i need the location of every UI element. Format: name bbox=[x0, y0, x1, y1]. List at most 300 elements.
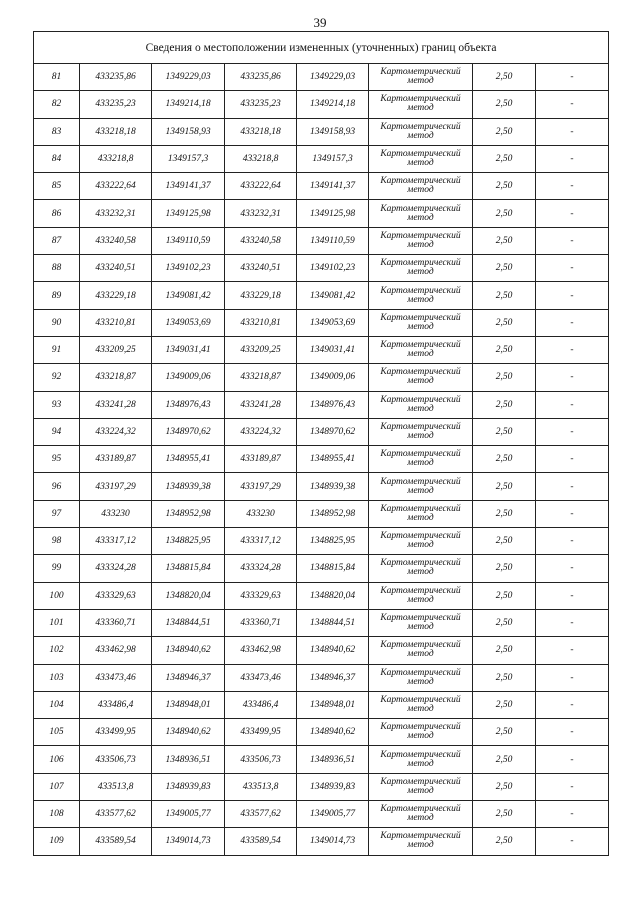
existing-y-cell: 1349031,41 bbox=[152, 336, 225, 363]
existing-y-cell: 1348948,01 bbox=[152, 691, 225, 718]
method-line2: метод bbox=[407, 349, 434, 360]
precision-cell: 2,50 bbox=[473, 637, 536, 664]
refined-x-cell: 433324,28 bbox=[225, 555, 297, 582]
existing-x-cell: 433230 bbox=[80, 500, 152, 527]
refined-y-cell: 1349014,73 bbox=[297, 828, 369, 855]
table-row bbox=[34, 473, 609, 500]
refined-y-cell: 1349102,23 bbox=[297, 255, 369, 282]
table-row bbox=[34, 91, 609, 118]
table-row bbox=[34, 528, 609, 555]
description-cell: - bbox=[536, 118, 609, 145]
existing-x-cell: 433235,23 bbox=[80, 91, 152, 118]
table-title-row bbox=[34, 32, 609, 64]
description-cell: - bbox=[536, 528, 609, 555]
table-row bbox=[34, 364, 609, 391]
refined-x-cell: 433197,29 bbox=[225, 473, 297, 500]
precision-cell: 2,50 bbox=[473, 282, 536, 309]
refined-x-cell: 433209,25 bbox=[225, 336, 297, 363]
method-line1: Картометрический bbox=[380, 640, 461, 651]
existing-x-cell: 433506,73 bbox=[80, 746, 152, 773]
method-line1: Картометрический bbox=[380, 121, 461, 132]
description-cell: - bbox=[536, 364, 609, 391]
precision-cell: 2,50 bbox=[473, 64, 536, 91]
table-row bbox=[34, 773, 609, 800]
table-row bbox=[34, 446, 609, 473]
description-cell: - bbox=[536, 801, 609, 828]
table-row bbox=[34, 336, 609, 363]
existing-y-cell: 1348976,43 bbox=[152, 391, 225, 418]
refined-y-cell: 1349009,06 bbox=[297, 364, 369, 391]
point-number-cell: 89 bbox=[34, 282, 80, 309]
refined-x-cell: 433360,71 bbox=[225, 609, 297, 636]
precision-cell: 2,50 bbox=[473, 473, 536, 500]
precision-cell: 2,50 bbox=[473, 691, 536, 718]
existing-y-cell: 1349014,73 bbox=[152, 828, 225, 855]
existing-y-cell: 1348939,83 bbox=[152, 773, 225, 800]
method-cell bbox=[369, 637, 473, 664]
description-cell: - bbox=[536, 473, 609, 500]
method-line2: метод bbox=[407, 158, 434, 169]
table-row bbox=[34, 200, 609, 227]
refined-x-cell: 433230 bbox=[225, 500, 297, 527]
method-cell bbox=[369, 227, 473, 254]
method-cell bbox=[369, 719, 473, 746]
precision-cell: 2,50 bbox=[473, 555, 536, 582]
refined-x-cell: 433232,31 bbox=[225, 200, 297, 227]
point-number-cell: 88 bbox=[34, 255, 80, 282]
refined-y-cell: 1349158,93 bbox=[297, 118, 369, 145]
point-number-cell: 100 bbox=[34, 582, 80, 609]
method-line2: метод bbox=[407, 785, 434, 796]
refined-x-cell: 433329,63 bbox=[225, 582, 297, 609]
existing-x-cell: 433240,58 bbox=[80, 227, 152, 254]
refined-y-cell: 1348948,01 bbox=[297, 691, 369, 718]
refined-y-cell: 1349141,37 bbox=[297, 173, 369, 200]
table-row bbox=[34, 282, 609, 309]
description-cell: - bbox=[536, 746, 609, 773]
refined-y-cell: 1349005,77 bbox=[297, 801, 369, 828]
refined-x-cell: 433240,58 bbox=[225, 227, 297, 254]
refined-y-cell: 1349157,3 bbox=[297, 145, 369, 172]
point-number-cell: 93 bbox=[34, 391, 80, 418]
existing-x-cell: 433499,95 bbox=[80, 719, 152, 746]
table-row bbox=[34, 637, 609, 664]
point-number-cell: 104 bbox=[34, 691, 80, 718]
existing-y-cell: 1349214,18 bbox=[152, 91, 225, 118]
method-line2: метод bbox=[407, 76, 434, 87]
refined-y-cell: 1348939,38 bbox=[297, 473, 369, 500]
point-number-cell: 96 bbox=[34, 473, 80, 500]
existing-x-cell: 433232,31 bbox=[80, 200, 152, 227]
table-row bbox=[34, 828, 609, 855]
point-number-cell: 91 bbox=[34, 336, 80, 363]
method-line2: метод bbox=[407, 403, 434, 414]
table-row bbox=[34, 746, 609, 773]
refined-y-cell: 1349031,41 bbox=[297, 336, 369, 363]
existing-y-cell: 1348940,62 bbox=[152, 719, 225, 746]
method-line2: метод bbox=[407, 376, 434, 387]
point-number-cell: 108 bbox=[34, 801, 80, 828]
description-cell: - bbox=[536, 691, 609, 718]
refined-x-cell: 433589,54 bbox=[225, 828, 297, 855]
method-cell bbox=[369, 173, 473, 200]
table-row bbox=[34, 500, 609, 527]
method-line2: метод bbox=[407, 458, 434, 469]
method-line2: метод bbox=[407, 758, 434, 769]
method-line1: Картометрический bbox=[380, 585, 461, 596]
description-cell: - bbox=[536, 828, 609, 855]
description-cell: - bbox=[536, 773, 609, 800]
method-line2: метод bbox=[407, 103, 434, 114]
method-cell bbox=[369, 828, 473, 855]
method-line1: Картометрический bbox=[380, 94, 461, 105]
existing-x-cell: 433197,29 bbox=[80, 473, 152, 500]
method-cell bbox=[369, 746, 473, 773]
point-number-cell: 95 bbox=[34, 446, 80, 473]
method-line1: Картометрический bbox=[380, 749, 461, 760]
refined-x-cell: 433210,81 bbox=[225, 309, 297, 336]
table-row bbox=[34, 309, 609, 336]
existing-x-cell: 433473,46 bbox=[80, 664, 152, 691]
precision-cell: 2,50 bbox=[473, 719, 536, 746]
refined-x-cell: 433577,62 bbox=[225, 801, 297, 828]
method-line1: Картометрический bbox=[380, 230, 461, 241]
precision-cell: 2,50 bbox=[473, 664, 536, 691]
method-cell bbox=[369, 64, 473, 91]
precision-cell: 2,50 bbox=[473, 746, 536, 773]
description-cell: - bbox=[536, 609, 609, 636]
existing-y-cell: 1349110,59 bbox=[152, 227, 225, 254]
existing-x-cell: 433222,64 bbox=[80, 173, 152, 200]
description-cell: - bbox=[536, 418, 609, 445]
existing-y-cell: 1349081,42 bbox=[152, 282, 225, 309]
table-row bbox=[34, 582, 609, 609]
refined-y-cell: 1349110,59 bbox=[297, 227, 369, 254]
refined-x-cell: 433499,95 bbox=[225, 719, 297, 746]
refined-y-cell: 1348844,51 bbox=[297, 609, 369, 636]
refined-x-cell: 433317,12 bbox=[225, 528, 297, 555]
refined-y-cell: 1348955,41 bbox=[297, 446, 369, 473]
method-cell bbox=[369, 664, 473, 691]
method-cell bbox=[369, 691, 473, 718]
precision-cell: 2,50 bbox=[473, 773, 536, 800]
point-number-cell: 83 bbox=[34, 118, 80, 145]
method-line2: метод bbox=[407, 239, 434, 250]
refined-y-cell: 1348976,43 bbox=[297, 391, 369, 418]
refined-x-cell: 433218,87 bbox=[225, 364, 297, 391]
description-cell: - bbox=[536, 637, 609, 664]
refined-x-cell: 433235,23 bbox=[225, 91, 297, 118]
refined-y-cell: 1348970,62 bbox=[297, 418, 369, 445]
method-cell bbox=[369, 773, 473, 800]
refined-x-cell: 433240,51 bbox=[225, 255, 297, 282]
method-line1: Картометрический bbox=[380, 422, 461, 432]
point-number-cell: 90 bbox=[34, 309, 80, 336]
point-number-cell: 105 bbox=[34, 719, 80, 746]
point-number-cell: 84 bbox=[34, 145, 80, 172]
table-row bbox=[34, 118, 609, 145]
description-cell: - bbox=[536, 664, 609, 691]
existing-y-cell: 1348820,04 bbox=[152, 582, 225, 609]
existing-x-cell: 433317,12 bbox=[80, 528, 152, 555]
precision-cell: 2,50 bbox=[473, 336, 536, 363]
method-cell bbox=[369, 555, 473, 582]
precision-cell: 2,50 bbox=[473, 364, 536, 391]
existing-y-cell: 1349141,37 bbox=[152, 173, 225, 200]
precision-cell: 2,50 bbox=[473, 418, 536, 445]
table-title: Сведения о местоположении измененных (уточненных) границ объекта bbox=[34, 32, 609, 64]
precision-cell: 2,50 bbox=[473, 801, 536, 828]
description-cell: - bbox=[536, 555, 609, 582]
refined-y-cell: 1348952,98 bbox=[297, 500, 369, 527]
table-row bbox=[34, 801, 609, 828]
point-number-cell: 101 bbox=[34, 609, 80, 636]
method-line1: Картометрический bbox=[380, 67, 461, 78]
point-number-cell: 94 bbox=[34, 418, 80, 445]
method-cell bbox=[369, 118, 473, 145]
point-number-cell: 86 bbox=[34, 200, 80, 227]
existing-x-cell: 433189,87 bbox=[80, 446, 152, 473]
refined-x-cell: 433189,87 bbox=[225, 446, 297, 473]
existing-x-cell: 433218,87 bbox=[80, 364, 152, 391]
method-line1: Картометрический bbox=[380, 531, 461, 542]
refined-y-cell: 1349053,69 bbox=[297, 309, 369, 336]
method-line2: метод bbox=[407, 594, 434, 605]
refined-y-cell: 1348940,62 bbox=[297, 719, 369, 746]
existing-y-cell: 1349005,77 bbox=[152, 801, 225, 828]
refined-x-cell: 433486,4 bbox=[225, 691, 297, 718]
existing-y-cell: 1349229,03 bbox=[152, 64, 225, 91]
method-cell bbox=[369, 364, 473, 391]
point-number-cell: 82 bbox=[34, 91, 80, 118]
refined-y-cell: 1349229,03 bbox=[297, 64, 369, 91]
precision-cell: 2,50 bbox=[473, 500, 536, 527]
method-line2: метод bbox=[407, 485, 434, 496]
method-line1: Картометрический bbox=[380, 694, 461, 705]
description-cell: - bbox=[536, 173, 609, 200]
method-cell bbox=[369, 309, 473, 336]
refined-y-cell: 1348940,62 bbox=[297, 637, 369, 664]
method-cell bbox=[369, 582, 473, 609]
refined-x-cell: 433224,32 bbox=[225, 418, 297, 445]
method-cell bbox=[369, 255, 473, 282]
point-number-cell: 103 bbox=[34, 664, 80, 691]
description-cell: - bbox=[536, 282, 609, 309]
method-line1: Картометрический bbox=[380, 203, 461, 214]
method-line1: Картометрический bbox=[380, 476, 461, 487]
method-cell bbox=[369, 418, 473, 445]
existing-x-cell: 433209,25 bbox=[80, 336, 152, 363]
existing-x-cell: 433513,8 bbox=[80, 773, 152, 800]
method-cell bbox=[369, 91, 473, 118]
existing-y-cell: 1348825,95 bbox=[152, 528, 225, 555]
precision-cell: 2,50 bbox=[473, 582, 536, 609]
existing-x-cell: 433324,28 bbox=[80, 555, 152, 582]
table-row bbox=[34, 664, 609, 691]
table-row bbox=[34, 418, 609, 445]
description-cell: - bbox=[536, 227, 609, 254]
method-line1: Картометрический bbox=[380, 176, 461, 187]
method-line2: метод bbox=[407, 212, 434, 223]
point-number-cell: 87 bbox=[34, 227, 80, 254]
point-number-cell: 92 bbox=[34, 364, 80, 391]
method-line2: метод bbox=[407, 703, 434, 714]
point-number-cell: 106 bbox=[34, 746, 80, 773]
refined-y-cell: 1348815,84 bbox=[297, 555, 369, 582]
existing-x-cell: 433360,71 bbox=[80, 609, 152, 636]
method-line1: Картометрический bbox=[380, 667, 461, 678]
description-cell: - bbox=[536, 309, 609, 336]
refined-x-cell: 433218,18 bbox=[225, 118, 297, 145]
existing-y-cell: 1349053,69 bbox=[152, 309, 225, 336]
refined-y-cell: 1349214,18 bbox=[297, 91, 369, 118]
refined-x-cell: 433506,73 bbox=[225, 746, 297, 773]
existing-y-cell: 1348970,62 bbox=[152, 418, 225, 445]
existing-y-cell: 1348955,41 bbox=[152, 446, 225, 473]
existing-y-cell: 1348939,38 bbox=[152, 473, 225, 500]
method-line2: метод bbox=[407, 567, 434, 578]
method-cell bbox=[369, 801, 473, 828]
existing-x-cell: 433235,86 bbox=[80, 64, 152, 91]
coordinates-table bbox=[33, 31, 609, 856]
existing-x-cell: 433577,62 bbox=[80, 801, 152, 828]
method-line1: Картометрический bbox=[380, 776, 461, 787]
existing-x-cell: 433462,98 bbox=[80, 637, 152, 664]
description-cell: - bbox=[536, 64, 609, 91]
method-line2: метод bbox=[407, 512, 434, 523]
method-line1: Картометрический bbox=[380, 722, 461, 733]
method-line2: метод bbox=[407, 321, 434, 332]
refined-x-cell: 433235,86 bbox=[225, 64, 297, 91]
precision-cell: 2,50 bbox=[473, 609, 536, 636]
precision-cell: 2,50 bbox=[473, 145, 536, 172]
refined-x-cell: 433513,8 bbox=[225, 773, 297, 800]
existing-x-cell: 433224,32 bbox=[80, 418, 152, 445]
method-line2: метод bbox=[407, 813, 434, 824]
refined-x-cell: 433222,64 bbox=[225, 173, 297, 200]
existing-x-cell: 433210,81 bbox=[80, 309, 152, 336]
table-row bbox=[34, 173, 609, 200]
refined-y-cell: 1349125,98 bbox=[297, 200, 369, 227]
existing-x-cell: 433229,18 bbox=[80, 282, 152, 309]
existing-y-cell: 1348844,51 bbox=[152, 609, 225, 636]
method-line2: метод bbox=[407, 130, 434, 141]
refined-y-cell: 1349081,42 bbox=[297, 282, 369, 309]
existing-y-cell: 1349102,23 bbox=[152, 255, 225, 282]
refined-y-cell: 1348939,83 bbox=[297, 773, 369, 800]
method-cell bbox=[369, 145, 473, 172]
method-line2: метод bbox=[407, 431, 434, 441]
method-line2: метод bbox=[407, 267, 434, 278]
existing-x-cell: 433218,8 bbox=[80, 145, 152, 172]
table-row bbox=[34, 609, 609, 636]
method-line2: метод bbox=[407, 294, 434, 305]
precision-cell: 2,50 bbox=[473, 227, 536, 254]
precision-cell: 2,50 bbox=[473, 828, 536, 855]
refined-x-cell: 433473,46 bbox=[225, 664, 297, 691]
method-line1: Картометрический bbox=[380, 613, 461, 624]
precision-cell: 2,50 bbox=[473, 173, 536, 200]
method-cell bbox=[369, 200, 473, 227]
existing-y-cell: 1348946,37 bbox=[152, 664, 225, 691]
method-cell bbox=[369, 609, 473, 636]
method-line2: метод bbox=[407, 540, 434, 551]
refined-y-cell: 1348825,95 bbox=[297, 528, 369, 555]
existing-y-cell: 1348815,84 bbox=[152, 555, 225, 582]
existing-x-cell: 433589,54 bbox=[80, 828, 152, 855]
point-number-cell: 98 bbox=[34, 528, 80, 555]
refined-x-cell: 433218,8 bbox=[225, 145, 297, 172]
method-line1: Картометрический bbox=[380, 449, 461, 460]
method-line1: Картометрический bbox=[380, 804, 461, 815]
description-cell: - bbox=[536, 719, 609, 746]
method-line1: Картометрический bbox=[380, 340, 461, 351]
description-cell: - bbox=[536, 391, 609, 418]
table-row bbox=[34, 64, 609, 91]
method-cell bbox=[369, 473, 473, 500]
existing-y-cell: 1348952,98 bbox=[152, 500, 225, 527]
description-cell: - bbox=[536, 582, 609, 609]
description-cell: - bbox=[536, 91, 609, 118]
point-number-cell: 97 bbox=[34, 500, 80, 527]
existing-y-cell: 1349157,3 bbox=[152, 145, 225, 172]
method-line1: Картометрический bbox=[380, 285, 461, 296]
precision-cell: 2,50 bbox=[473, 309, 536, 336]
point-number-cell: 107 bbox=[34, 773, 80, 800]
method-line1: Картометрический bbox=[380, 367, 461, 378]
method-line2: метод bbox=[407, 185, 434, 196]
precision-cell: 2,50 bbox=[473, 528, 536, 555]
description-cell: - bbox=[536, 200, 609, 227]
point-number-cell: 102 bbox=[34, 637, 80, 664]
description-cell: - bbox=[536, 446, 609, 473]
existing-x-cell: 433329,63 bbox=[80, 582, 152, 609]
refined-y-cell: 1348820,04 bbox=[297, 582, 369, 609]
precision-cell: 2,50 bbox=[473, 255, 536, 282]
method-cell bbox=[369, 391, 473, 418]
description-cell: - bbox=[536, 255, 609, 282]
precision-cell: 2,50 bbox=[473, 446, 536, 473]
method-line1: Картометрический bbox=[380, 394, 461, 405]
method-line2: метод bbox=[407, 649, 434, 660]
precision-cell: 2,50 bbox=[473, 91, 536, 118]
method-line2: метод bbox=[407, 731, 434, 742]
refined-x-cell: 433241,28 bbox=[225, 391, 297, 418]
existing-x-cell: 433218,18 bbox=[80, 118, 152, 145]
description-cell: - bbox=[536, 500, 609, 527]
precision-cell: 2,50 bbox=[473, 118, 536, 145]
existing-y-cell: 1348936,51 bbox=[152, 746, 225, 773]
description-cell: - bbox=[536, 145, 609, 172]
table-row bbox=[34, 145, 609, 172]
refined-y-cell: 1348936,51 bbox=[297, 746, 369, 773]
method-line2: метод bbox=[407, 676, 434, 687]
existing-y-cell: 1348940,62 bbox=[152, 637, 225, 664]
method-cell bbox=[369, 336, 473, 363]
table-row bbox=[34, 719, 609, 746]
method-line1: Картометрический bbox=[380, 831, 461, 842]
description-cell: - bbox=[536, 336, 609, 363]
point-number-cell: 81 bbox=[34, 64, 80, 91]
table-row bbox=[34, 391, 609, 418]
existing-x-cell: 433240,51 bbox=[80, 255, 152, 282]
method-line2: метод bbox=[407, 622, 434, 633]
table-row bbox=[34, 555, 609, 582]
existing-x-cell: 433486,4 bbox=[80, 691, 152, 718]
refined-y-cell: 1348946,37 bbox=[297, 664, 369, 691]
point-number-cell: 109 bbox=[34, 828, 80, 855]
method-line2: метод bbox=[407, 840, 434, 851]
